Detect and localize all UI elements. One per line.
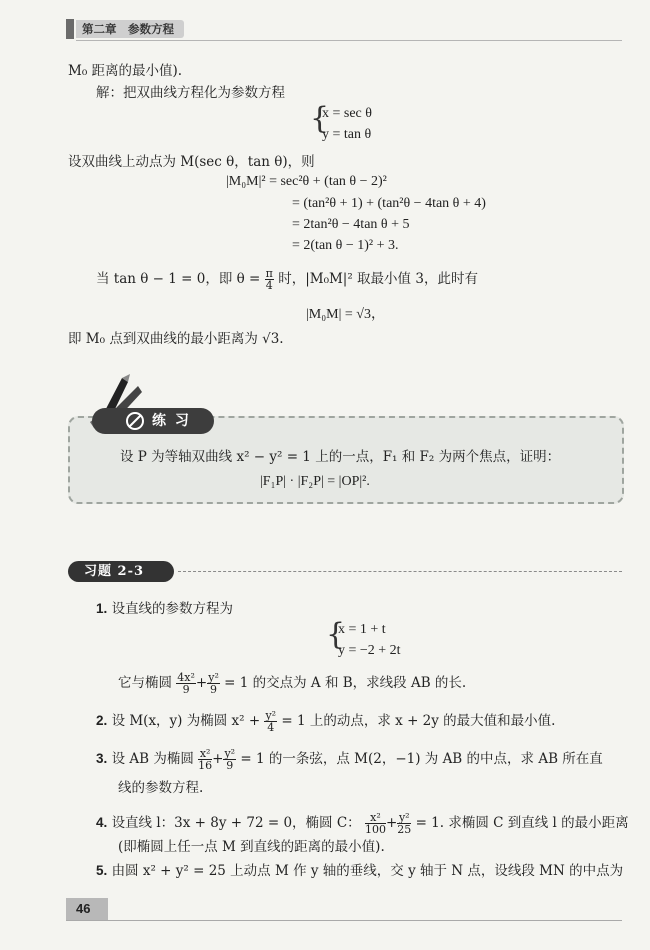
condition-line <box>96 268 478 291</box>
exercise-number: 1. <box>96 601 108 616</box>
fraction-denominator: 9 <box>226 759 234 772</box>
exercise-1-continuation <box>118 672 466 695</box>
equation-2: = (tan²θ + 1) + (tan²θ − 4tan θ + 4) <box>292 196 486 211</box>
equation-4: = 2(tan θ − 1)² + 3. <box>292 238 399 253</box>
exercise-text: 设直线的参数方程为 <box>111 601 234 617</box>
text-part: 设 AB 为椭圆 <box>111 751 194 767</box>
chapter-header: 第二章 参数方程 <box>76 20 184 38</box>
fraction-denominator: 25 <box>397 823 412 836</box>
practice-text-2: |F₁P| · |F₂P| = |OP|². <box>260 474 370 489</box>
practice-label: 练 习 <box>152 413 191 429</box>
exercise-number: 5. <box>96 863 108 878</box>
pencil-icon <box>124 411 146 431</box>
exercise-label: 习题 2-3 <box>84 564 145 579</box>
conclusion-line: 即 M₀ 点到双曲线的最小距离为 √3. <box>68 331 284 347</box>
fraction-numerator: π <box>265 267 273 280</box>
header-rule <box>76 40 622 41</box>
fraction-denominator: 4 <box>267 721 275 734</box>
param-x: x = sec θ <box>322 106 372 121</box>
header-accent-bar <box>66 19 74 39</box>
equation-1: |M₀M|² = sec²θ + (tan θ − 2)² <box>226 174 387 189</box>
exercise-4-line-2: (即椭圆上任一点 M 到直线的距离的最小值). <box>118 839 385 855</box>
text-part: 设直线 l：3x + 8y + 72 = 0，椭圆 C： <box>111 815 361 831</box>
fraction-denominator: 16 <box>198 759 213 772</box>
exercise-item-5 <box>96 862 623 880</box>
exercise-item-3 <box>96 748 603 771</box>
fraction-numerator: y² <box>224 747 236 760</box>
text-part: = 1 的交点为 A 和 B，求线段 AB 的长. <box>224 675 467 691</box>
fraction <box>365 812 386 835</box>
text-part: = 1 的一条弦，点 M(2，−1) 为 AB 的中点，求 AB 所在直 <box>240 751 603 767</box>
point-line: 设双曲线上动点为 M(sec θ，tan θ)，则 <box>68 154 315 170</box>
fraction-numerator: 4x² <box>177 671 195 684</box>
exercise-item-2 <box>96 710 555 733</box>
brace-icon: { <box>326 617 346 652</box>
text-part: = 1 上的动点，求 x + 2y 的最大值和最小值. <box>281 713 556 729</box>
plus-sign: + <box>385 815 398 831</box>
fraction <box>223 748 236 771</box>
fraction-denominator: 100 <box>364 823 386 836</box>
result-equation: |M₀M| = √3， <box>306 307 385 322</box>
exercise-divider <box>178 571 622 572</box>
fraction-numerator: y² <box>265 709 277 722</box>
condition-part-b: 时，|M₀M|² 取最小值 3，此时有 <box>278 271 478 287</box>
footer-rule <box>66 920 622 921</box>
fraction <box>264 710 277 733</box>
exercise-number: 3. <box>96 751 108 766</box>
practice-text-1: 设 P 为等轴双曲线 x² − y² = 1 上的一点，F₁ 和 F₂ 为两个焦点，证明： <box>120 449 561 465</box>
exercise-1-sys-y: y = −2 + 2t <box>338 643 401 658</box>
exercise-item-4 <box>96 812 629 835</box>
exercise-1-sys-x: x = 1 + t <box>338 622 386 637</box>
text-part: 由圆 x² + y² = 25 上动点 M 作 y 轴的垂线，交 y 轴于 N 点，设线段 MN 的中点为 <box>111 863 624 879</box>
solution-line-top: M₀ 距离的最小值). <box>68 63 183 79</box>
pi-over-4-fraction <box>265 268 274 291</box>
fraction-numerator: x² <box>199 747 211 760</box>
page-number: 46 <box>76 901 91 916</box>
plus-sign: + <box>212 751 224 767</box>
fraction-numerator: y² <box>208 671 219 684</box>
fraction-numerator: y² <box>398 811 410 824</box>
param-y: y = tan θ <box>322 127 372 142</box>
exercise-number: 4. <box>96 815 108 830</box>
exercise-number: 2. <box>96 713 108 728</box>
fraction <box>207 672 220 695</box>
fraction <box>176 672 196 695</box>
brace-icon: { <box>310 101 330 136</box>
fraction-denominator: 4 <box>265 279 273 292</box>
text-part: 设 M(x，y) 为椭圆 x² + <box>111 713 261 729</box>
fraction <box>397 812 411 835</box>
exercise-item-1 <box>96 600 233 618</box>
fraction-denominator: 9 <box>210 683 218 696</box>
condition-part-a: 当 tan θ − 1 = 0，即 θ = <box>96 271 261 287</box>
fraction-denominator: 9 <box>182 683 190 696</box>
exercise-3-line-2: 线的参数方程. <box>118 780 204 796</box>
plus-sign: + <box>195 675 208 691</box>
solution-intro: 解：把双曲线方程化为参数方程 <box>96 85 285 101</box>
text-part: 它与椭圆 <box>118 675 172 691</box>
equation-3: = 2tan²θ − 4tan θ + 5 <box>292 217 410 232</box>
fraction-numerator: x² <box>365 812 386 824</box>
text-part: = 1. 求椭圆 C 到直线 l 的最小距离 <box>415 815 629 831</box>
fraction <box>198 748 212 771</box>
